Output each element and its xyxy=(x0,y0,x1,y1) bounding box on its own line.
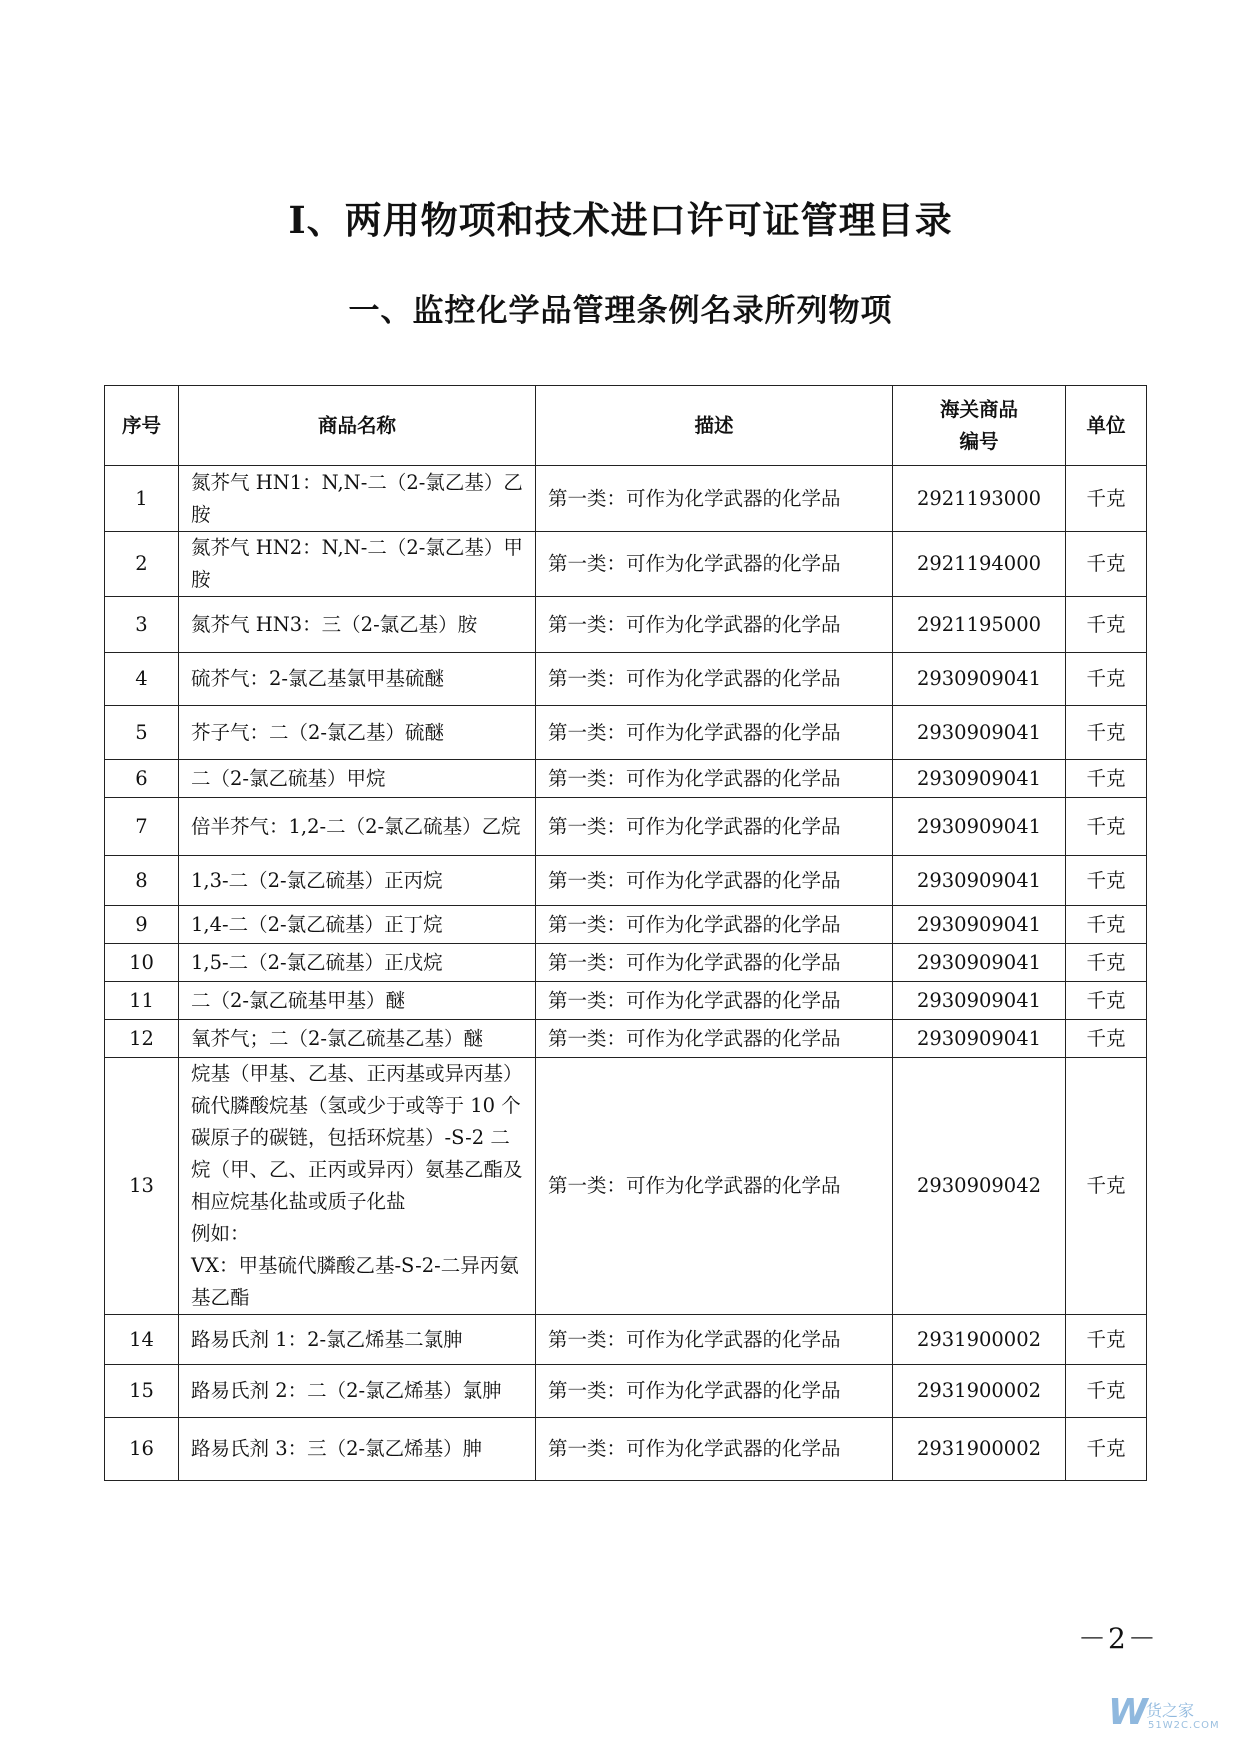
description: 第一类：可作为化学武器的化学品 xyxy=(536,1315,893,1365)
catalog-table xyxy=(104,385,1147,1481)
description: 第一类：可作为化学武器的化学品 xyxy=(536,1365,893,1418)
description: 第一类：可作为化学武器的化学品 xyxy=(536,466,893,532)
customs-code: 2921195000 xyxy=(893,597,1066,653)
row-number: 7 xyxy=(105,798,179,856)
unit: 千克 xyxy=(1066,532,1147,597)
unit: 千克 xyxy=(1066,706,1147,760)
description: 第一类：可作为化学武器的化学品 xyxy=(536,597,893,653)
table-row xyxy=(105,760,1147,798)
table-row xyxy=(105,1418,1147,1481)
row-number: 4 xyxy=(105,653,179,706)
customs-code: 2930909041 xyxy=(893,798,1066,856)
product-name: 硫芥气：2-氯乙基氯甲基硫醚 xyxy=(179,653,536,706)
product-name: 氮芥气 HN3：三（2-氯乙基）胺 xyxy=(179,597,536,653)
customs-code: 2931900002 xyxy=(893,1315,1066,1365)
description: 第一类：可作为化学武器的化学品 xyxy=(536,760,893,798)
unit: 千克 xyxy=(1066,1058,1147,1315)
product-name: 倍半芥气：1,2-二（2-氯乙硫基）乙烷 xyxy=(179,798,536,856)
watermark-logo xyxy=(1100,1690,1220,1742)
row-number: 10 xyxy=(105,944,179,982)
unit: 千克 xyxy=(1066,1020,1147,1058)
customs-code: 2921193000 xyxy=(893,466,1066,532)
header-desc: 描述 xyxy=(536,386,893,466)
description: 第一类：可作为化学武器的化学品 xyxy=(536,532,893,597)
row-number: 6 xyxy=(105,760,179,798)
customs-code: 2931900002 xyxy=(893,1418,1066,1481)
product-name: 1,3-二（2-氯乙硫基）正丙烷 xyxy=(179,856,536,906)
table-row xyxy=(105,856,1147,906)
product-name: 1,5-二（2-氯乙硫基）正戊烷 xyxy=(179,944,536,982)
description: 第一类：可作为化学武器的化学品 xyxy=(536,906,893,944)
page-number: －2－ xyxy=(1078,1622,1158,1655)
table-row xyxy=(105,1058,1147,1315)
row-number: 2 xyxy=(105,532,179,597)
table-row xyxy=(105,597,1147,653)
product-name: 氧芥气；二（2-氯乙硫基乙基）醚 xyxy=(179,1020,536,1058)
customs-code: 2930909041 xyxy=(893,1020,1066,1058)
row-number: 16 xyxy=(105,1418,179,1481)
table-row xyxy=(105,1315,1147,1365)
description: 第一类：可作为化学武器的化学品 xyxy=(536,1058,893,1315)
watermark-brand: 货之家 xyxy=(1146,1701,1195,1720)
row-number: 12 xyxy=(105,1020,179,1058)
description: 第一类：可作为化学武器的化学品 xyxy=(536,982,893,1020)
customs-code: 2921194000 xyxy=(893,532,1066,597)
product-name: 氮芥气 HN1：N,N-二（2-氯乙基）乙胺 xyxy=(179,466,536,532)
row-number: 13 xyxy=(105,1058,179,1315)
unit: 千克 xyxy=(1066,1418,1147,1481)
product-name: 路易氏剂 1：2-氯乙烯基二氯胂 xyxy=(179,1315,536,1365)
product-name: 路易氏剂 3：三（2-氯乙烯基）胂 xyxy=(179,1418,536,1481)
unit: 千克 xyxy=(1066,982,1147,1020)
row-number: 14 xyxy=(105,1315,179,1365)
section-subtitle: 一、监控化学品管理条例名录所列物项 xyxy=(348,293,893,329)
description: 第一类：可作为化学武器的化学品 xyxy=(536,944,893,982)
unit: 千克 xyxy=(1066,944,1147,982)
customs-code: 2930909041 xyxy=(893,856,1066,906)
row-number: 11 xyxy=(105,982,179,1020)
customs-code: 2930909041 xyxy=(893,906,1066,944)
row-number: 15 xyxy=(105,1365,179,1418)
customs-code: 2930909041 xyxy=(893,760,1066,798)
table-header-row xyxy=(105,386,1147,466)
product-name: 1,4-二（2-氯乙硫基）正丁烷 xyxy=(179,906,536,944)
row-number: 1 xyxy=(105,466,179,532)
product-name: 路易氏剂 2：二（2-氯乙烯基）氯胂 xyxy=(179,1365,536,1418)
table-row xyxy=(105,706,1147,760)
description: 第一类：可作为化学武器的化学品 xyxy=(536,856,893,906)
table-row xyxy=(105,944,1147,982)
product-name: 二（2-氯乙硫基）甲烷 xyxy=(179,760,536,798)
table-row xyxy=(105,653,1147,706)
table-body xyxy=(105,466,1147,1481)
watermark-site: 51W2C.COM xyxy=(1148,1720,1220,1731)
table-row xyxy=(105,906,1147,944)
description: 第一类：可作为化学武器的化学品 xyxy=(536,1020,893,1058)
header-code-line2: 编号 xyxy=(959,429,999,453)
table-row xyxy=(105,466,1147,532)
customs-code: 2930909041 xyxy=(893,944,1066,982)
watermark-w-icon: W xyxy=(1108,1692,1148,1733)
description: 第一类：可作为化学武器的化学品 xyxy=(536,653,893,706)
unit: 千克 xyxy=(1066,760,1147,798)
customs-code: 2930909041 xyxy=(893,653,1066,706)
header-code xyxy=(893,386,1066,466)
header-name: 商品名称 xyxy=(179,386,536,466)
unit: 千克 xyxy=(1066,856,1147,906)
table-row xyxy=(105,982,1147,1020)
description: 第一类：可作为化学武器的化学品 xyxy=(536,798,893,856)
product-name: 芥子气：二（2-氯乙基）硫醚 xyxy=(179,706,536,760)
unit: 千克 xyxy=(1066,1315,1147,1365)
description: 第一类：可作为化学武器的化学品 xyxy=(536,706,893,760)
row-number: 3 xyxy=(105,597,179,653)
table-row xyxy=(105,532,1147,597)
customs-code: 2930909042 xyxy=(893,1058,1066,1315)
unit: 千克 xyxy=(1066,1365,1147,1418)
product-name: 二（2-氯乙硫基甲基）醚 xyxy=(179,982,536,1020)
customs-code: 2931900002 xyxy=(893,1365,1066,1418)
row-number: 9 xyxy=(105,906,179,944)
unit: 千克 xyxy=(1066,597,1147,653)
unit: 千克 xyxy=(1066,798,1147,856)
customs-code: 2930909041 xyxy=(893,982,1066,1020)
header-no: 序号 xyxy=(105,386,179,466)
document-title: Ⅰ、两用物项和技术进口许可证管理目录 xyxy=(288,198,953,242)
row-number: 8 xyxy=(105,856,179,906)
row-number: 5 xyxy=(105,706,179,760)
product-name: 氮芥气 HN2：N,N-二（2-氯乙基）甲胺 xyxy=(179,532,536,597)
table-row xyxy=(105,798,1147,856)
customs-code: 2930909041 xyxy=(893,706,1066,760)
table-row xyxy=(105,1365,1147,1418)
header-code-line1: 海关商品 xyxy=(939,397,1018,421)
description: 第一类：可作为化学武器的化学品 xyxy=(536,1418,893,1481)
product-name: 烷基（甲基、乙基、正丙基或异丙基）硫代膦酸烷基（氢或少于或等于 10 个碳原子的碳链，包括环烷基）-S-2 二烷（甲、乙、正丙或异丙）氨基乙酯及相应烷基化盐或质子化盐 例如： VX：甲基硫代膦酸乙基-S-2-二异丙氨基乙酯 xyxy=(179,1058,536,1315)
table-row xyxy=(105,1020,1147,1058)
header-unit: 单位 xyxy=(1066,386,1147,466)
unit: 千克 xyxy=(1066,653,1147,706)
unit: 千克 xyxy=(1066,906,1147,944)
unit: 千克 xyxy=(1066,466,1147,532)
